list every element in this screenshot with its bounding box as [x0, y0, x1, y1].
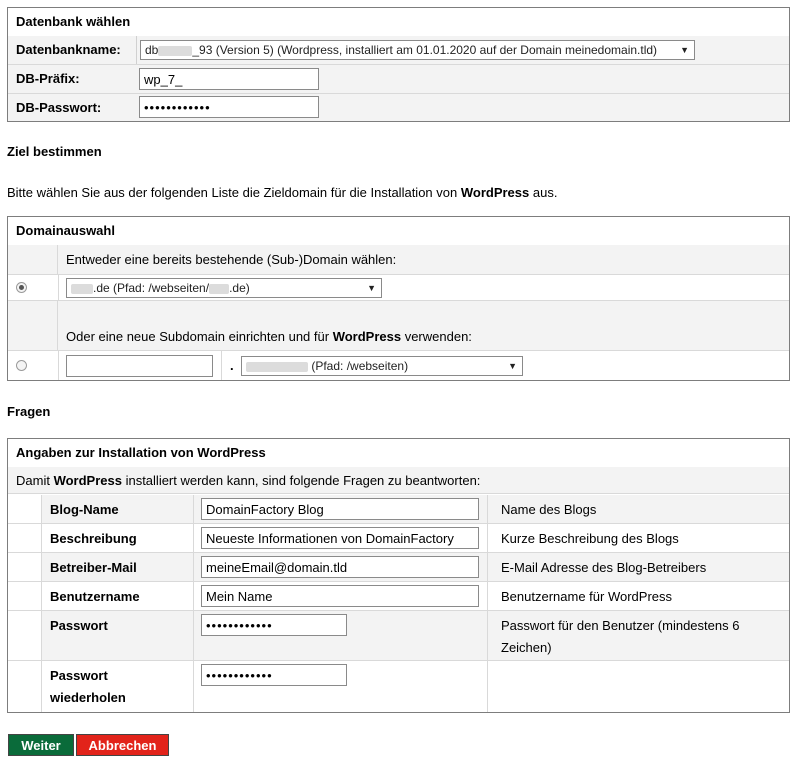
subdomain-divider [221, 351, 222, 380]
db-password-row [8, 94, 789, 121]
question-row [8, 582, 789, 611]
db-prefix-label: DB-Präfix: [16, 71, 80, 86]
question-label: Betreiber-Mail [50, 560, 137, 575]
database-panel [7, 7, 790, 122]
questions-panel [7, 438, 790, 713]
questions-heading: Fragen [7, 404, 51, 419]
col-divider [193, 553, 194, 581]
question-row [8, 661, 789, 712]
questions-intro-c: installiert werden kann, sind folgende Fragen zu beantworten: [121, 473, 481, 488]
radio-col-divider [58, 351, 59, 380]
row-indent [8, 524, 42, 552]
new-subdomain-radio[interactable] [16, 360, 27, 371]
radio-col-divider [58, 275, 59, 300]
db-name-label: Datenbankname: [16, 42, 121, 57]
db-name-value: _93 (Version 5) (Wordpress, installiert am 01.01.2020 auf der Domain meinedomain.tld) [192, 43, 658, 57]
question-row [8, 553, 789, 582]
question-description: Name des Blogs [501, 502, 597, 517]
questions-intro-bold: WordPress [53, 473, 122, 488]
col-divider [193, 582, 194, 610]
new-subdomain-text-c: verwenden: [401, 329, 472, 344]
row-indent [8, 582, 42, 610]
question-description: Benutzername für WordPress [501, 589, 672, 604]
col-divider [487, 582, 488, 610]
existing-domain-select-text: .de (Pfad: /webseiten/ [93, 281, 210, 295]
radio-col [8, 245, 58, 274]
db-name-divider [136, 36, 137, 64]
questions-panel-header: Angaben zur Installation von WordPress [8, 439, 789, 468]
question-input[interactable] [201, 527, 479, 549]
question-input[interactable] [201, 556, 479, 578]
subdomain-input[interactable] [66, 355, 213, 377]
row-indent [8, 495, 42, 523]
question-description: E-Mail Adresse des Blog-Betreibers [501, 560, 707, 575]
db-prefix-row [8, 65, 789, 94]
cancel-button[interactable]: Abbrechen [76, 734, 169, 756]
questions-intro-row [8, 467, 789, 494]
question-label: Passwort [50, 618, 108, 633]
chevron-down-icon: ▼ [680, 45, 689, 55]
db-name-row [8, 36, 789, 65]
database-panel-header: Datenbank wählen [8, 8, 789, 37]
subdomain-dot: . [230, 358, 234, 373]
new-subdomain-text-a: Oder eine neue Subdomain einrichten und für [66, 329, 333, 344]
target-intro [7, 185, 557, 200]
next-button[interactable]: Weiter [8, 734, 74, 756]
domain-panel-header: Domainauswahl [8, 217, 789, 246]
question-row [8, 611, 789, 661]
question-description: Kurze Beschreibung des Blogs [501, 531, 679, 546]
new-domain-select-text: (Pfad: /webseiten) [311, 359, 409, 373]
question-input[interactable] [201, 498, 479, 520]
row-indent [8, 611, 42, 660]
question-label: Blog-Name [50, 502, 119, 517]
target-intro-text: Bitte wählen Sie aus der folgenden Liste die Zieldomain für die Installation von [7, 185, 461, 200]
col-divider [193, 495, 194, 523]
db-name-select[interactable] [140, 40, 695, 60]
question-input[interactable] [201, 664, 347, 686]
questions-intro-a: Damit [16, 473, 54, 488]
question-description: Passwort für den Benutzer (mindestens 6 Zeichen) [501, 618, 740, 655]
new-subdomain-text-bold: WordPress [332, 329, 402, 344]
new-subdomain-row [8, 351, 789, 380]
redacted-text [209, 284, 229, 294]
redacted-text [246, 362, 308, 372]
new-subdomain-text [66, 329, 472, 350]
radio-col [8, 301, 58, 350]
existing-domain-select-end: .de) [229, 281, 250, 295]
db-password-input[interactable] [139, 96, 319, 118]
question-row [8, 495, 789, 524]
db-name-prefix: db [145, 43, 159, 57]
new-subdomain-text-row [8, 301, 789, 351]
question-label: Benutzername [50, 589, 140, 604]
col-divider [193, 524, 194, 552]
question-row [8, 524, 789, 553]
db-password-label: DB-Passwort: [16, 100, 102, 115]
target-intro-bold: WordPress [460, 185, 530, 200]
new-domain-select[interactable] [241, 356, 523, 376]
existing-domain-row [8, 275, 789, 301]
chevron-down-icon: ▼ [367, 283, 376, 293]
question-label: Passwort wiederholen [50, 668, 126, 705]
row-indent [8, 553, 42, 581]
redacted-text [71, 284, 93, 294]
existing-domain-radio[interactable] [16, 282, 27, 293]
question-input[interactable] [201, 614, 347, 636]
target-intro-end: aus. [529, 185, 558, 200]
col-divider [193, 611, 194, 660]
redacted-text [158, 46, 192, 56]
target-heading: Ziel bestimmen [7, 144, 102, 159]
col-divider [487, 661, 488, 712]
col-divider [487, 611, 488, 660]
col-divider [487, 495, 488, 523]
existing-domain-select[interactable] [66, 278, 382, 298]
db-prefix-input[interactable] [139, 68, 319, 90]
chevron-down-icon: ▼ [508, 361, 517, 371]
col-divider [193, 661, 194, 712]
domain-panel [7, 216, 790, 381]
question-label: Beschreibung [50, 531, 137, 546]
col-divider [487, 553, 488, 581]
col-divider [487, 524, 488, 552]
existing-domain-text-row [8, 245, 789, 275]
question-input[interactable] [201, 585, 479, 607]
row-indent [8, 661, 42, 712]
existing-domain-text: Entweder eine bereits bestehende (Sub-)Domain wählen: [66, 252, 397, 267]
